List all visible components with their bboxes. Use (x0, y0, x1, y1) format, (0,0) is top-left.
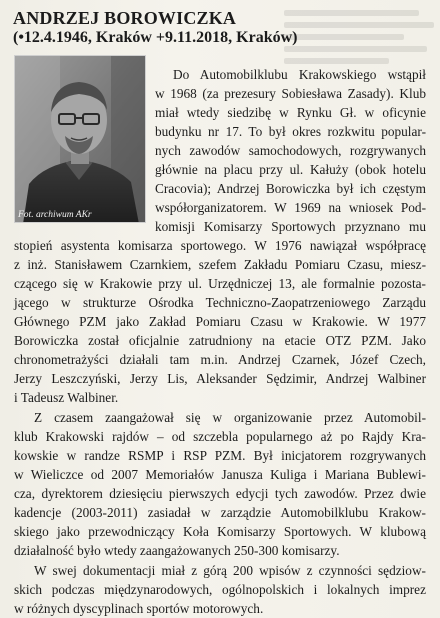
text-line: komisji Komisarzy Sportowych przyznano mu (155, 219, 426, 234)
text-line: Cracovia); Andrzej Borowiczka był ich częstym (155, 181, 426, 196)
text-line: w Wieliczce od 2007 Memoriałów Janusza Kuliga i Mariana Bublewi- (14, 467, 426, 482)
portrait-photo (14, 55, 146, 223)
text-line: stopień asystenta komisarza sportowego. W 1976 nawiązał współpracę (14, 238, 426, 253)
person-name-heading: ANDRZEJ BOROWICZKA (13, 8, 237, 28)
text-line: jącego w strukturze Ośrodka Techniczno-Zaopatrzeniowego Zarządu (14, 295, 426, 310)
text-line: czącego się w Krakowie przy ul. Urzędniczej 13, ale formalnie pozosta- (14, 276, 426, 291)
text-line: współorganizatorem. W 1969 na wniosek Pod- (155, 200, 426, 215)
text-line: działalność było wtedy zaangażowanych 250-300 komisarzy. (14, 543, 340, 558)
text-line: budynku nr 17. To był okres rozkwitu popular- (155, 124, 426, 139)
text-line: kadencje (2003-2011) zasiadał w zarządzie Automobilklubu Krakow- (14, 505, 426, 520)
text-line: miał wtedy siedzibę w Rynku Gł. w oficynie (155, 105, 426, 120)
text-line: W swej dokumentacji miał z górą 200 wpisów z czynności sędziow- (34, 563, 426, 578)
text-line: Jerzy Leszczyński, Jerzy Lis, Aleksander Sędzimir, Andrzej Walbiner (14, 371, 426, 386)
text-line: głównie na placu przy ul. Kałuży (obok hotelu (155, 162, 426, 177)
text-line: Borowiczka został oficjalnie zatrudniony na etacie OTZ PZM. Jako (14, 333, 426, 348)
text-line: Z czasem zaangażował się w organizowanie przez Automobil- (34, 410, 426, 425)
text-line: kowskie w randze RSMP i RSP PZM. Był inicjatorem rozgrywanych (14, 448, 426, 463)
text-line: w 1968 (za prezesury Sobiesława Zasady). Klub (155, 86, 426, 101)
text-line: chronometrażyści działali tam m.in. Andrzej Czarnek, Józef Czech, (14, 352, 426, 367)
portrait-image (15, 56, 146, 223)
bleed-through-text (284, 4, 434, 74)
text-line: i Tadeusz Walbiner. (14, 390, 119, 405)
text-line: cza, dyrektorem dziesięciu pierwszych edycji tych zawodów. Przez dwie (14, 486, 426, 501)
photo-credit-caption: Fot. archiwum AKr (18, 210, 92, 220)
text-line: skiego jako przewodniczący Koła Komisarzy Sportowych. W klubową (14, 524, 426, 539)
text-line: z inż. Stanisławem Czarnkiem, szefem Zakładu Pomiaru Czasu, miesz- (14, 257, 426, 272)
life-dates-subheading: (•12.4.1946, Kraków +9.11.2018, Kraków) (13, 29, 298, 46)
text-line: klub Krakowski rajdów – od szczebla popularnego aż po Rajdy Kra- (14, 429, 426, 444)
text-line: Do Automobilklubu Krakowskiego wstąpił (173, 67, 426, 82)
text-line: w różnych dyscyplinach sportów motorowych. (14, 601, 264, 616)
text-line: Głównego PZM jako Zakład Pomiaru Czasu w Krakowie. W 1977 (14, 314, 426, 329)
text-line: nych zawodów samochodowych, rozgrywanych (155, 143, 426, 158)
text-line: skich podczas międzynarodowych, ogólnopolskich i lokalnych imprez (14, 582, 426, 597)
